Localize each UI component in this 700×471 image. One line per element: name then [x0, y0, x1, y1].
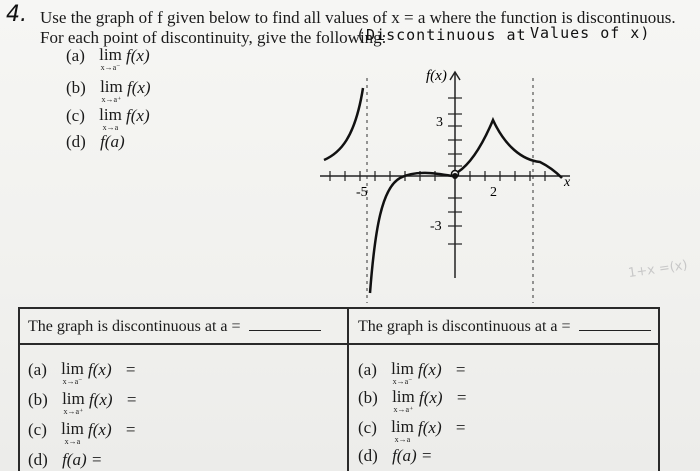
curve-left-branch	[324, 88, 363, 160]
table-right-border	[658, 307, 660, 471]
table-top-border	[18, 307, 660, 309]
answer-box-right-header: The graph is discontinuous at a =	[358, 318, 651, 336]
closed-point	[452, 173, 458, 179]
part-a: (a) lim x→a⁻ f(x)	[66, 45, 150, 72]
y-tick-label-neg3: -3	[430, 219, 442, 234]
x-tick-label-2: 2	[490, 185, 497, 200]
curve-right-branch	[458, 120, 562, 178]
answer-blank-left[interactable]	[249, 330, 321, 331]
question-number: 4.	[6, 2, 27, 27]
table-header-divider	[18, 343, 660, 345]
table-middle-divider	[347, 307, 349, 471]
part-c: (c) lim x→a f(x)	[66, 105, 150, 132]
table-left-border	[18, 307, 20, 471]
left-row-c: (c) lim x→a f(x) =	[28, 419, 136, 446]
part-b: (b) lim x→a⁺ f(x)	[66, 77, 151, 104]
answer-blank-right[interactable]	[579, 330, 651, 331]
right-row-d: (d) f(a) =	[358, 446, 433, 465]
right-row-b: (b) lim x→a⁺ f(x) =	[358, 387, 467, 414]
right-row-c: (c) lim x→a f(x) =	[358, 417, 466, 444]
right-row-a: (a) lim x→a⁻ f(x) =	[358, 359, 466, 386]
left-row-b: (b) lim x→a⁺ f(x) =	[28, 389, 137, 416]
question-line-2: For each point of discontinuity, give the following:	[40, 28, 387, 47]
handwritten-note-2: Values of x)	[530, 24, 651, 42]
part-d: (d) f(a)	[66, 132, 125, 151]
answer-box-left-header: The graph is discontinuous at a =	[28, 318, 321, 336]
question-line-1: Use the graph of f given below to find all values of x = a where the function is discontinuous.	[40, 8, 676, 27]
handwritten-note: (Discontinuous at	[356, 26, 527, 44]
x-tick-label-neg5: -5	[356, 185, 368, 200]
y-tick-label-3: 3	[436, 115, 443, 130]
y-axis-label: f(x)	[426, 68, 447, 84]
left-row-a: (a) lim x→a⁻ f(x) =	[28, 359, 136, 386]
function-graph	[300, 58, 600, 308]
margin-scribble: 1+x =(x)	[627, 257, 689, 282]
left-row-d: (d) f(a) =	[28, 450, 103, 469]
x-axis-label: x	[564, 175, 571, 190]
